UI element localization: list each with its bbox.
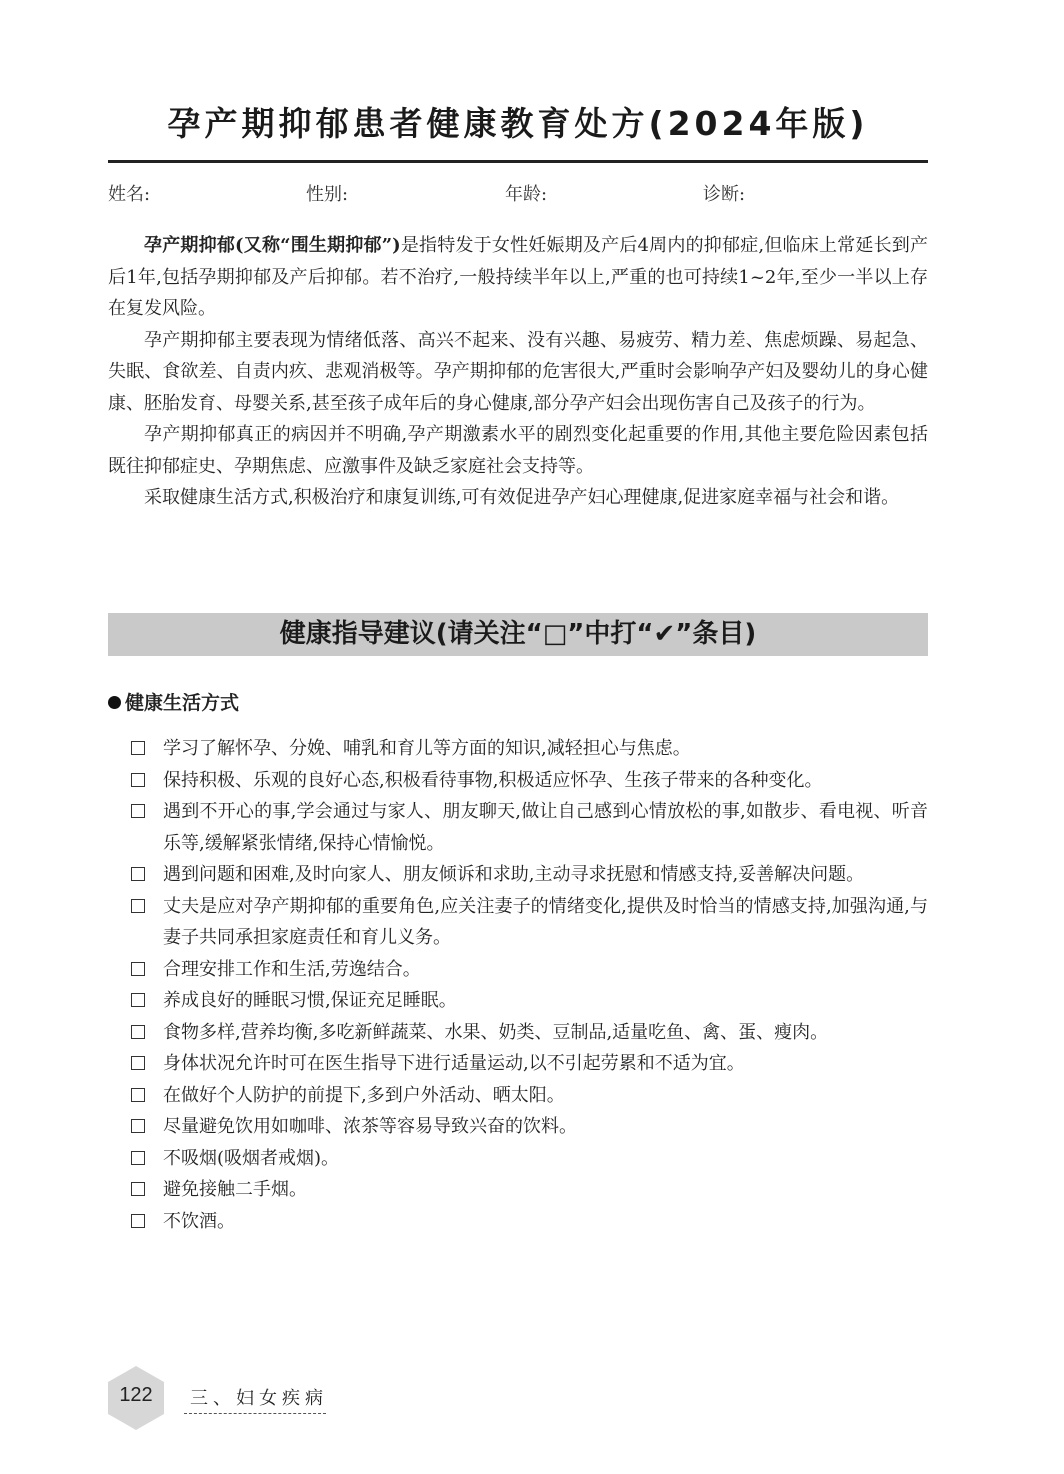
intro-text	[108, 230, 928, 514]
patient-info-row	[108, 180, 928, 210]
checkbox-icon[interactable]	[131, 1088, 145, 1102]
checkbox-icon[interactable]	[131, 1025, 145, 1039]
checklist-item-text: 合理安排工作和生活,劳逸结合。	[163, 958, 421, 980]
checklist-item-text: 身体状况允许时可在医生指导下进行适量运动,以不引起劳累和不适为宜。	[163, 1053, 745, 1074]
guidance-banner: 健康指导建议(请关注“□”中打“✔”条目)	[108, 613, 928, 656]
footer-dashed-rule	[184, 1413, 326, 1414]
checklist-item	[130, 1111, 928, 1143]
term-highlight: 孕产期抑郁(又称“围生期抑郁”)	[144, 235, 401, 256]
name-field-label: 姓名:	[108, 184, 151, 205]
gender-field-label: 性别:	[306, 184, 349, 205]
intro-paragraph-4: 采取健康生活方式,积极治疗和康复训练,可有效促进孕产妇心理健康,促进家庭幸福与社会和谐。	[144, 487, 900, 508]
checklist-item	[130, 985, 928, 1017]
checkbox-icon[interactable]	[131, 1056, 145, 1070]
checkbox-icon[interactable]	[131, 1214, 145, 1228]
checklist-item-text: 遇到问题和困难,及时向家人、朋友倾诉和求助,主动寻求抚慰和情感支持,妥善解决问题。	[163, 864, 865, 885]
intro-paragraph-1-text: 是指特发于女性妊娠期及产后4周内的抑郁症,但临床上常延长到产后1年,包括孕期抑郁及产后抑郁。若不治疗,一般持续半年以上,严重的也可持续1~2年,至少一半以上存在复发风险。	[108, 235, 929, 319]
age-field-label: 年龄:	[505, 184, 548, 205]
checklist-item	[130, 859, 928, 891]
checklist-item	[130, 954, 928, 986]
intro-paragraph-3: 孕产期抑郁真正的病因并不明确,孕产期激素水平的剧烈变化起重要的作用,其他主要危险因素包括既往抑郁症史、孕期焦虑、应激事件及缺乏家庭社会支持等。	[108, 424, 928, 477]
checklist-item-text: 养成良好的睡眠习惯,保证充足睡眠。	[163, 990, 457, 1011]
diagnosis-field-label: 诊断:	[703, 184, 746, 205]
checklist-item	[130, 1143, 928, 1175]
checkbox-icon[interactable]	[131, 1119, 145, 1133]
checklist-item	[130, 1174, 928, 1206]
bullet-dot-icon	[108, 696, 121, 709]
intro-paragraph-2: 孕产期抑郁主要表现为情绪低落、高兴不起来、没有兴趣、易疲劳、精力差、焦虑烦躁、易起急、失眠、食欲差、自责内疚、悲观消极等。孕产期抑郁的危害很大,严重时会影响孕产妇及婴幼儿的身心健康、胚胎发育、母婴关系,甚至孩子成年后的身心健康,部分孕产妇会出现伤害自己及孩子的行为。	[108, 329, 928, 414]
footer-section-label: 三、妇女疾病	[190, 1388, 328, 1409]
title-divider	[108, 160, 928, 163]
checklist-item-text: 不饮酒。	[163, 1210, 235, 1232]
checkbox-icon[interactable]	[131, 773, 145, 787]
checklist-item	[130, 1017, 928, 1049]
intro-paragraph-1	[108, 230, 928, 325]
checklist-item	[130, 1048, 928, 1080]
checklist-item-text: 丈夫是应对孕产期抑郁的重要角色,应关注妻子的情绪变化,提供及时恰当的情感支持,加强沟通,与妻子共同承担家庭责任和育儿义务。	[163, 895, 928, 948]
checklist-item-text: 避免接触二手烟。	[163, 1179, 307, 1200]
checklist-item	[130, 1206, 928, 1238]
section-heading-text: 健康生活方式	[125, 692, 240, 714]
checklist-item-text: 保持积极、乐观的良好心态,积极看待事物,积极适应怀孕、生孩子带来的各种变化。	[163, 769, 823, 791]
checkbox-icon[interactable]	[131, 1151, 145, 1165]
checkbox-icon[interactable]	[131, 804, 145, 818]
checkbox-icon[interactable]	[131, 1182, 145, 1196]
checklist-item	[130, 733, 928, 765]
checklist-item	[130, 891, 928, 954]
checklist-item	[130, 796, 928, 859]
checklist-item-text: 食物多样,营养均衡,多吃新鲜蔬菜、水果、奶类、豆制品,适量吃鱼、禽、蛋、瘦肉。	[163, 1021, 829, 1043]
checklist-item-text: 学习了解怀孕、分娩、哺乳和育儿等方面的知识,减轻担心与焦虑。	[163, 738, 691, 759]
checklist-item-text: 不吸烟(吸烟者戒烟)。	[163, 1147, 340, 1169]
checklist-item	[130, 1080, 928, 1112]
checkbox-icon[interactable]	[131, 867, 145, 881]
checklist-item-text: 尽量避免饮用如咖啡、浓茶等容易导致兴奋的饮料。	[163, 1116, 577, 1137]
section-heading	[108, 688, 239, 715]
page-title: 孕产期抑郁患者健康教育处方(2024年版)	[167, 104, 869, 143]
checklist-item-text: 在做好个人防护的前提下,多到户外活动、晒太阳。	[163, 1084, 565, 1106]
checkbox-icon[interactable]	[131, 962, 145, 976]
checkbox-icon[interactable]	[131, 741, 145, 755]
guidance-checklist	[130, 733, 928, 1237]
page-number: 122	[119, 1384, 153, 1406]
checklist-item-text: 遇到不开心的事,学会通过与家人、朋友聊天,做让自己感到心情放松的事,如散步、看电视、听音乐等,缓解紧张情绪,保持心情愉悦。	[163, 801, 928, 854]
checkbox-icon[interactable]	[131, 899, 145, 913]
checklist-item	[130, 765, 928, 797]
checkbox-icon[interactable]	[131, 993, 145, 1007]
